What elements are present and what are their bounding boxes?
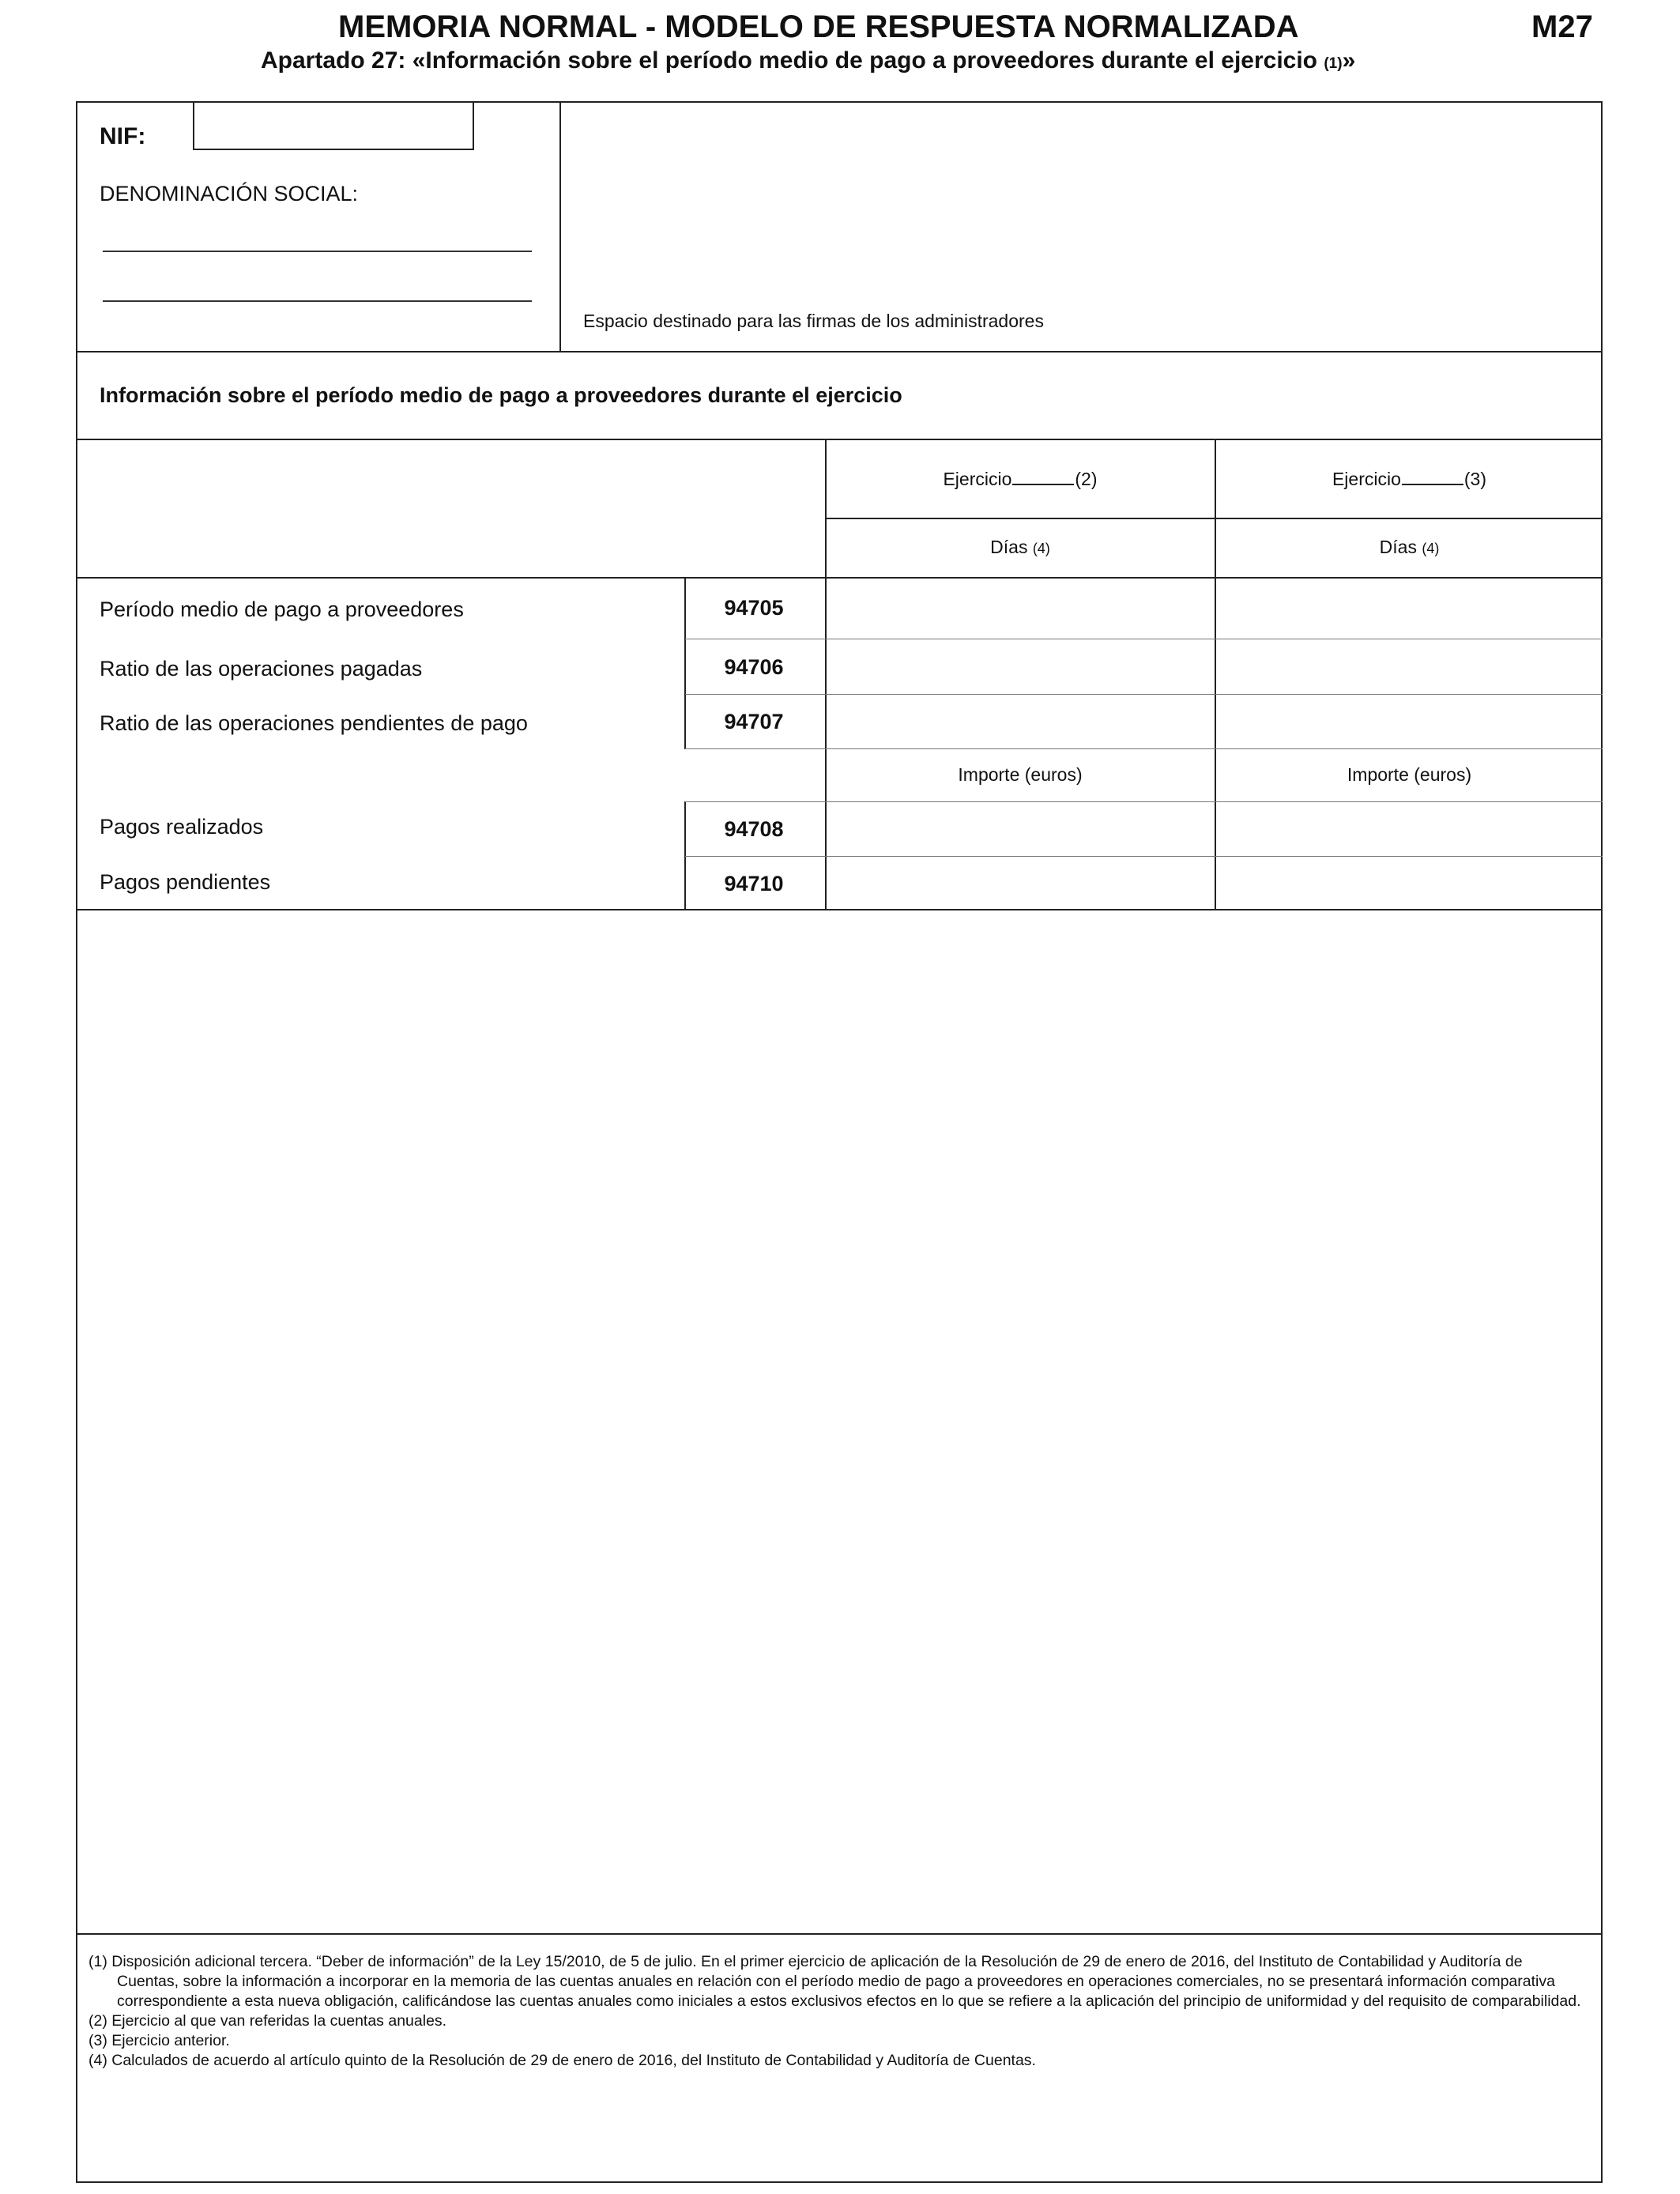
signature-area-label: Espacio destinado para las firmas de los administradores — [583, 311, 1044, 331]
page-subtitle — [261, 47, 1355, 74]
denominacion-line-2[interactable] — [103, 300, 532, 302]
row-code-94710: 94710 — [724, 872, 784, 895]
footnote-3: (3) Ejercicio anterior. — [89, 2032, 230, 2049]
value-cell[interactable] — [1216, 803, 1602, 855]
column-header-importe-actual: Importe (euros) — [958, 764, 1083, 785]
column-header-dias-anterior: Días (4) — [1379, 537, 1440, 557]
value-cell[interactable] — [1216, 858, 1602, 908]
footnote-4: (4) Calculados de acuerdo al artículo quinto de la Resolución de 29 de enero de 2016, del Instituto de Contabilidad y Auditoría de Cuentas. — [89, 2052, 1036, 2069]
footnote-1: (1) Disposición adicional tercera. “Deber de información” de la Ley 15/2010, de 5 de julio. En el primer ejercicio de aplicación de la Resolución de 29 de enero de 2016, del Instituto de Contabilidad y Auditoría de Cuentas, sobre la información a incorporar en la memoria de las cuentas anuales en relación con el período medio de pago a proveedores en operaciones comerciales, no se presentará información comparativa correspondiente a esta nueva obligación, calificándose las cuentas anuales como iniciales a estos exclusivos efectos en lo que se refiere a la aplicación del principio de uniformidad y del requisito de comparabilidad. — [89, 1953, 1581, 2010]
row-label-ratio-pendientes: Ratio de las operaciones pendientes de pago — [100, 711, 528, 735]
nif-input-box[interactable] — [193, 103, 474, 150]
value-cell[interactable] — [1216, 696, 1602, 748]
value-cell[interactable] — [827, 696, 1214, 748]
value-cell[interactable] — [827, 640, 1214, 693]
row-divider — [685, 694, 1603, 695]
column-header-importe-anterior: Importe (euros) — [1347, 764, 1472, 785]
value-cell[interactable] — [827, 803, 1214, 855]
row-label-periodo-medio: Período medio de pago a proveedores — [100, 598, 464, 621]
value-cell[interactable] — [1216, 640, 1602, 693]
page-title: MEMORIA NORMAL - MODELO DE RESPUESTA NORMALIZADA — [338, 9, 1299, 44]
divider — [76, 439, 1603, 440]
subtitle-close: » — [1342, 47, 1356, 74]
row-code-94707: 94707 — [724, 710, 784, 733]
value-cell[interactable] — [1216, 579, 1602, 639]
row-label-ratio-pagadas: Ratio de las operaciones pagadas — [100, 657, 423, 680]
subtitle-footnote-ref: (1) — [1324, 55, 1343, 72]
column-header-ejercicio-actual: Ejercicio (2) — [943, 469, 1098, 489]
row-divider — [685, 748, 1603, 749]
column-header-ejercicio-anterior: Ejercicio (3) — [1332, 469, 1487, 489]
section-heading: Información sobre el período medio de pago a proveedores durante el ejercicio — [100, 383, 902, 407]
divider — [826, 518, 1603, 519]
subtitle-text: Apartado 27: «Información sobre el período medio de pago a proveedores durante el ejercicio — [261, 47, 1318, 74]
footnote-2: (2) Ejercicio al que van referidas la cuentas anuales. — [89, 2012, 447, 2030]
divider — [76, 351, 1603, 352]
row-divider — [685, 856, 1603, 857]
value-cell[interactable] — [827, 858, 1214, 908]
row-label-pagos-pendientes: Pagos pendientes — [100, 870, 271, 894]
row-label-pagos-realizados: Pagos realizados — [100, 815, 264, 839]
denominacion-line-1[interactable] — [103, 251, 532, 252]
row-code-94706: 94706 — [724, 655, 784, 679]
free-text-area[interactable] — [77, 910, 1601, 1933]
denominacion-label: DENOMINACIÓN SOCIAL: — [100, 182, 359, 205]
divider — [76, 1933, 1603, 1935]
row-divider — [685, 801, 1603, 802]
row-code-94705: 94705 — [724, 596, 784, 620]
form-code: M27 — [1531, 9, 1593, 44]
nif-label: NIF: — [100, 123, 146, 149]
row-code-94708: 94708 — [724, 817, 784, 841]
column-header-dias-actual: Días (4) — [990, 537, 1050, 557]
footnotes — [89, 1952, 1582, 2071]
value-cell[interactable] — [827, 579, 1214, 639]
